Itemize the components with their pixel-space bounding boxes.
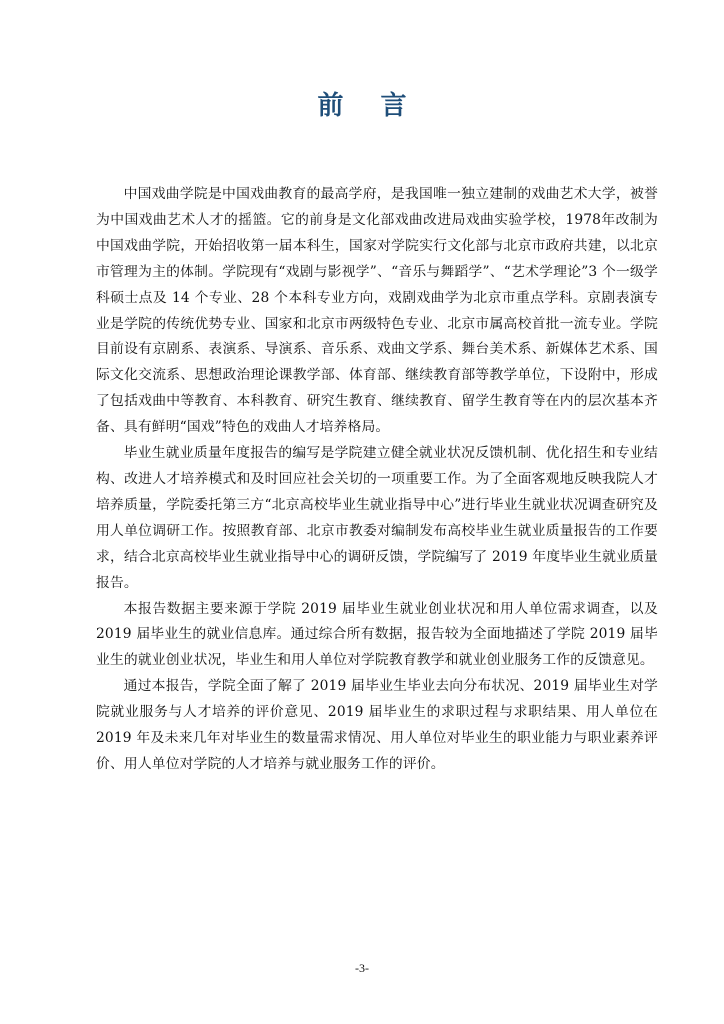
- paragraph-report-content: 通过本报告，学院全面了解了 2019 届毕业生毕业去向分布状况、2019 届毕业生对学院就业服务与人才培养的评价意见、2019 届毕业生的求职过程与求职结果、用人单位在 2019 年及未来几年对毕业生的数量需求情况、用人单位对毕业生的职业能力与职业素养评价、用人单位对学院的人才培养与就业服务工作的评价。: [96, 678, 658, 772]
- paragraph-report-purpose: 毕业生就业质量年度报告的编写是学院建立健全就业状况反馈机制、优化招生和专业结构、改进人才培养模式和及时回应社会关切的一项重要工作。为了全面客观地反映我院人才培养质量，学院委托第三方“北京高校毕业生就业指导中心”进行毕业生就业状况调查研究及用人单位调研工作。按照教育部、北京市教委对编制发布高校毕业生就业质量报告的工作要求，结合北京高校毕业生就业指导中心的调研反馈，学院编写了 2019 年度毕业生就业质量报告。: [96, 445, 658, 591]
- paragraph-intro: 中国戏曲学院是中国戏曲教育的最高学府，是我国唯一独立建制的戏曲艺术大学，被誉为中国戏曲艺术人才的摇篮。它的前身是文化部戏曲改进局戏曲实验学校，1978年改制为中国戏曲学院，开始招收第一届本科生，国家对学院实行文化部与北京市政府共建，以北京市管理为主的体制。学院现有“戏剧与影视学”、“音乐与舞蹈学”、“艺术学理论”3 个一级学科硕士点及 14 个专业、28 个本科专业方向，戏剧戏曲学为北京市重点学科。京剧表演专业是学院的传统优势专业、国家和北京市两级特色专业、北京市属高校首批一流专业。学院目前设有京剧系、表演系、导演系、音乐系、戏曲文学系、舞台美术系、新媒体艺术系、国际文化交流系、思想政治理论课教学部、体育部、继续教育部等教学单位，下设附中，形成了包括戏曲中等教育、本科教育、研究生教育、继续教育、留学生教育等在内的层次基本齐备、具有鲜明“国戏”特色的戏曲人才培养格局。: [96, 186, 658, 436]
- page-number: -3-: [355, 961, 369, 975]
- page-title: 前 言: [317, 91, 421, 121]
- paragraph-data-source: 本报告数据主要来源于学院 2019 届毕业生就业创业状况和用人单位需求调查，以及 2019 届毕业生的就业信息库。通过综合所有数据，报告较为全面地描述了学院 2019 届毕业生的就业创业状况，毕业生和用人单位对学院教育教学和就业创业服务工作的反馈意见。: [96, 600, 658, 669]
- body-text: [96, 182, 658, 778]
